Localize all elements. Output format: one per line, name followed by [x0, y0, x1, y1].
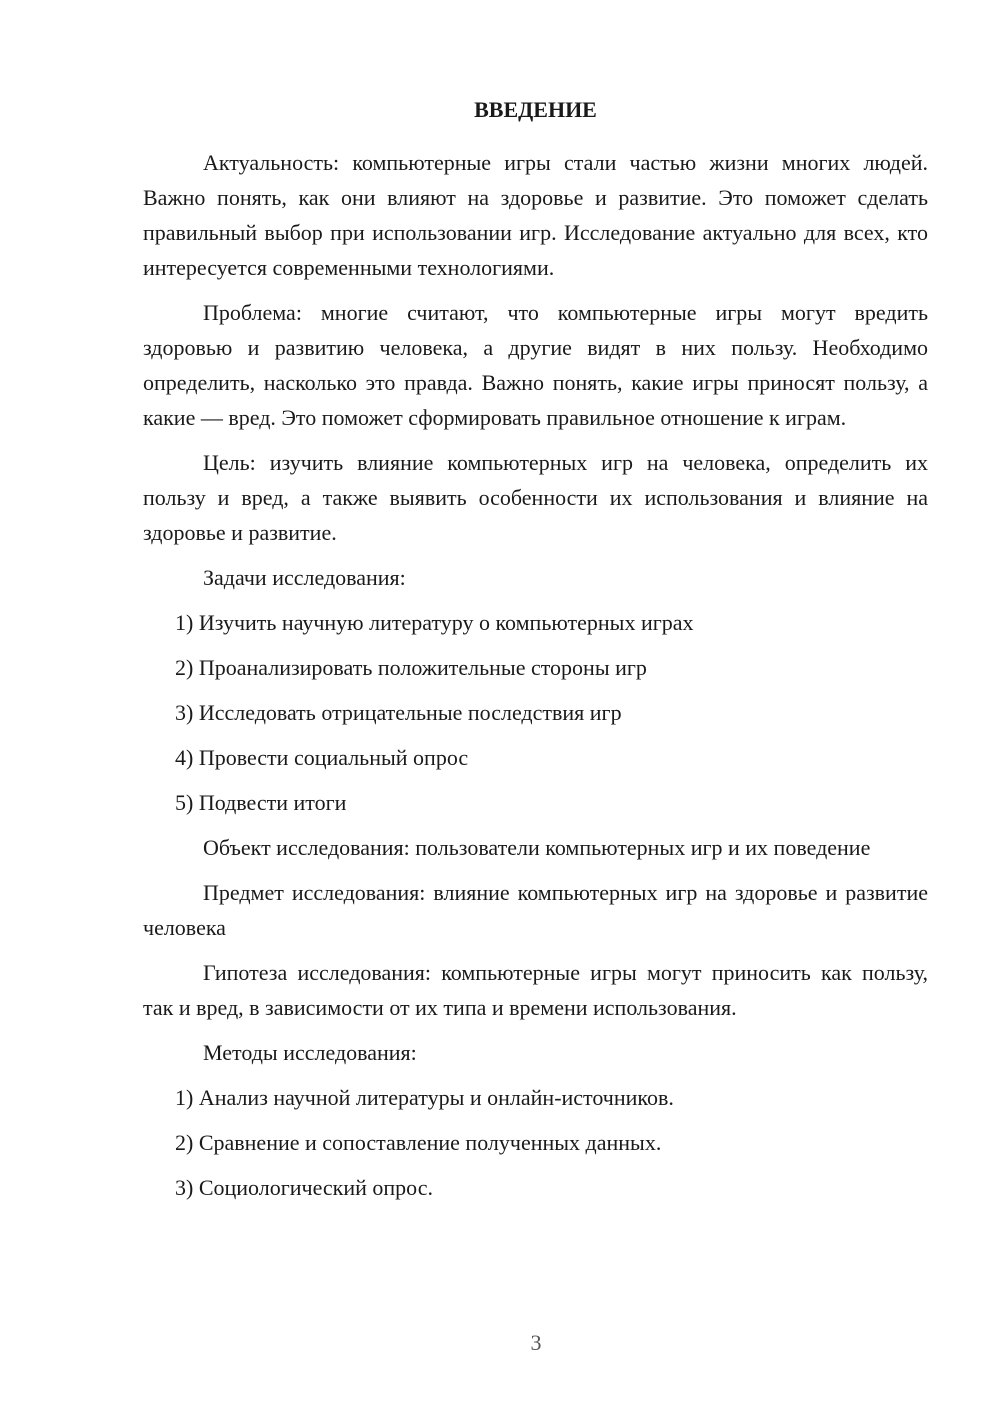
- goal-paragraph: Цель: изучить влияние компьютерных игр на человека, определить их пользу и вред, а также выявить особенности их использования и влияние на здоровье и развитие.: [143, 450, 928, 545]
- task-item-4: 4) Провести социальный опрос: [175, 745, 469, 770]
- task-item-1: 1) Изучить научную литературу о компьютерных играх: [175, 610, 694, 635]
- hypothesis-paragraph: Гипотеза исследования: компьютерные игры могут приносить как пользу, так и вред, в зависимости от их типа и времени использования.: [143, 960, 928, 1020]
- tasks-title: Задачи исследования:: [203, 565, 406, 590]
- subject-paragraph: Предмет исследования: влияние компьютерных игр на здоровье и развитие человека: [143, 880, 928, 940]
- methods-list: [143, 1080, 928, 1205]
- methods-title: Методы исследования:: [203, 1040, 417, 1065]
- relevance-paragraph: Актуальность: компьютерные игры стали частью жизни многих людей. Важно понять, как они влияют на здоровье и развитие. Это поможет сделать правильный выбор при использовании игр. Исследование актуально для всех, кто интересуется современными технологиями.: [143, 150, 928, 280]
- method-item-1: 1) Анализ научной литературы и онлайн-источников.: [175, 1085, 674, 1110]
- method-item-2: 2) Сравнение и сопоставление полученных данных.: [175, 1130, 662, 1155]
- task-item-3: 3) Исследовать отрицательные последствия игр: [175, 700, 622, 725]
- task-item-2: 2) Проанализировать положительные стороны игр: [175, 655, 647, 680]
- tasks-list: [143, 605, 928, 820]
- method-item-3: 3) Социологический опрос.: [175, 1175, 433, 1200]
- page-number: 3: [530, 1330, 542, 1355]
- object-paragraph: Объект исследования: пользователи компьютерных игр и их поведение: [203, 835, 871, 860]
- document-page: [143, 92, 928, 1215]
- problem-paragraph: Проблема: многие считают, что компьютерные игры могут вредить здоровью и развитию человека, а другие видят в них пользу. Необходимо определить, насколько это правда. Важно понять, какие игры приносят пользу, а какие — вред. Это поможет сформировать правильное отношение к играм.: [143, 300, 928, 430]
- section-heading: ВВЕДЕНИЕ: [474, 97, 597, 122]
- task-item-5: 5) Подвести итоги: [175, 790, 347, 815]
